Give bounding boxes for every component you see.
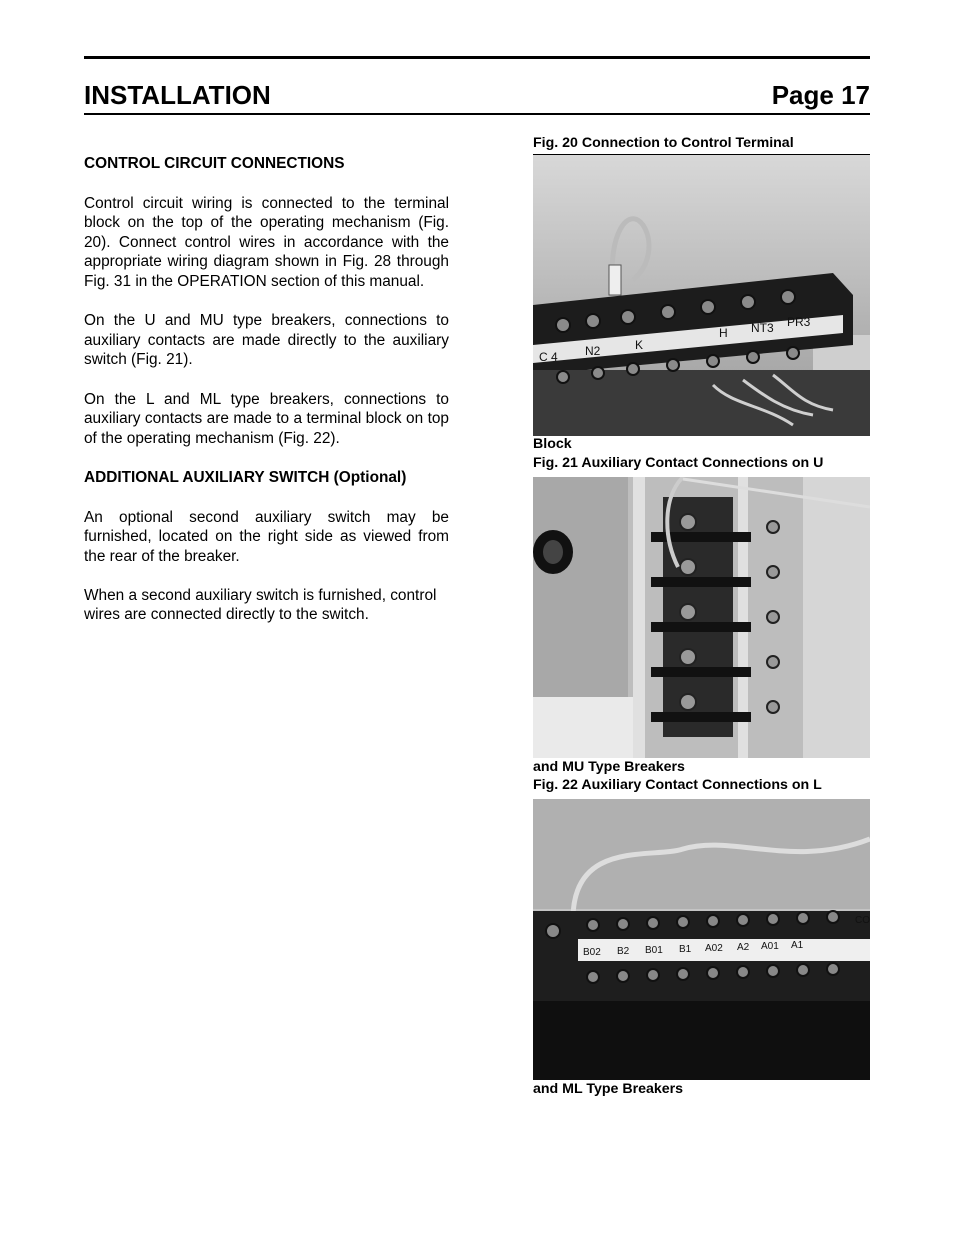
fig22-caption: Fig. 22 Auxiliary Contact Connections on L	[533, 777, 822, 793]
header-rule	[84, 113, 870, 115]
fig20-caption-continued: Block	[533, 436, 572, 452]
heading-additional-aux-switch: ADDITIONAL AUXILIARY SWITCH (Optional)	[84, 468, 407, 486]
paragraph-optional-switch: An optional second auxiliary switch may be furnished, located on the right side as viewed from the rear of the breaker.	[84, 508, 449, 565]
body-text-column	[84, 154, 449, 645]
fig22-label-co: CO	[855, 915, 870, 926]
fig22-label-a01: A01	[761, 941, 779, 952]
fig22-label-b01: B01	[645, 945, 663, 956]
fig20-label-c4: C 4	[539, 350, 558, 364]
fig22-caption-continued: and ML Type Breakers	[533, 1081, 684, 1097]
fig20-label-h: H	[719, 326, 728, 340]
fig22-photo	[533, 799, 870, 1080]
paragraph-u-mu-breakers: On the U and MU type breakers, connections to auxiliary contacts are made directly to the auxiliary switch (Fig. 21).	[84, 312, 449, 369]
fig20-label-pr3: PR3	[787, 315, 811, 329]
fig22-label-b2: B2	[617, 946, 630, 957]
fig22-label-b1: B1	[679, 944, 692, 955]
paragraph-l-ml-breakers: On the L and ML type breakers, connections to auxiliary contacts are made to a terminal block on top of the operating mechanism (Fig. 22).	[84, 390, 449, 447]
fig22-label-a1: A1	[791, 940, 804, 951]
paragraph-second-switch: When a second auxiliary switch is furnished, control wires are connected directly to the switch.	[84, 586, 437, 624]
page-number: Page 17	[771, 80, 870, 110]
fig20-caption: Fig. 20 Connection to Control Terminal	[533, 135, 794, 151]
fig20-photo	[533, 155, 870, 436]
paragraph-control-wiring: Control circuit wiring is connected to the terminal block on the top of the operating mechanism (Fig. 20). Connect control wires in accordance with the appropriate wiring diagram shown in Fig. 28 through Fig. 31 in the OPERATION section of this manual.	[84, 194, 449, 290]
section-title: INSTALLATION	[84, 80, 271, 110]
heading-control-circuit: CONTROL CIRCUIT CONNECTIONS	[84, 155, 345, 172]
page-header	[84, 80, 870, 114]
fig22-label-b02: B02	[583, 947, 601, 958]
fig21-photo	[533, 477, 870, 758]
fig21-caption-continued: and MU Type Breakers	[533, 759, 685, 775]
top-rule	[84, 56, 870, 59]
fig20-label-nt3: NT3	[751, 321, 774, 335]
fig22-label-a02: A02	[705, 943, 723, 954]
fig21-caption: Fig. 21 Auxiliary Contact Connections on U	[533, 455, 824, 471]
fig20-label-k: K	[635, 338, 644, 352]
fig20-label-n2: N2	[585, 344, 601, 358]
fig22-label-a2: A2	[737, 942, 750, 953]
